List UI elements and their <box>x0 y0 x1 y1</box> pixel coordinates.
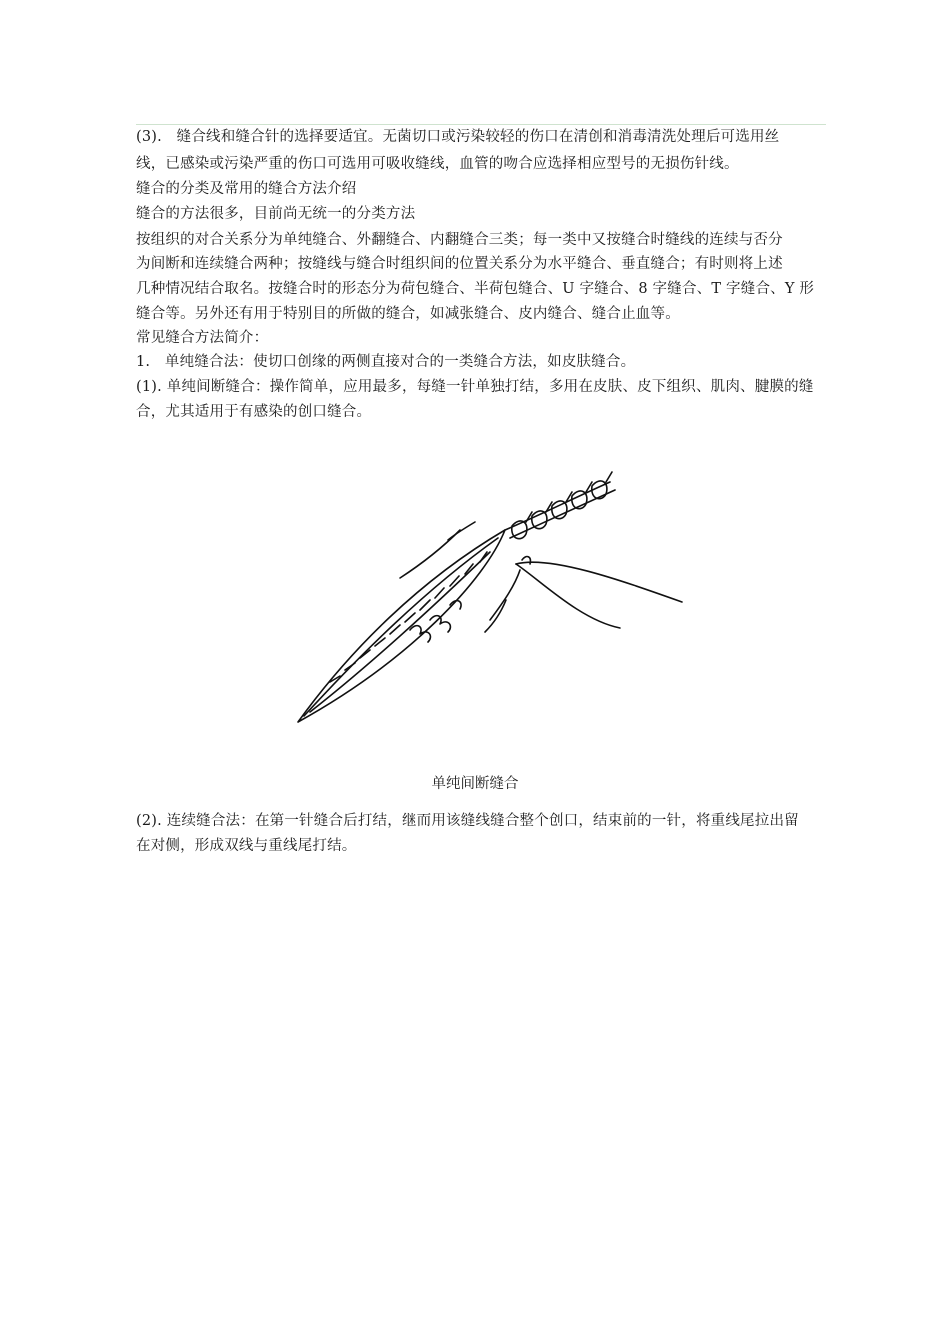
section-heading: 缝合的分类及常用的缝合方法介绍 <box>136 181 357 197</box>
paragraph-line: 缝合的方法很多，目前尚无统一的分类方法 <box>136 206 416 222</box>
figure-caption: 单纯间断缝合 <box>431 776 519 792</box>
paragraph-line: (3). 缝合线和缝合针的选择要适宜。无菌切口或污染较轻的伤口在清创和消毒清洗处理后可选用丝 <box>136 129 780 145</box>
interrupted-suture-illustration <box>290 460 690 740</box>
paragraph-line: 几种情况结合取名。按缝合时的形态分为荷包缝合、半荷包缝合、U 字缝合、8 字缝合、T 字缝合、Y 形 <box>136 281 815 297</box>
paragraph-line: 线，已感染或污染严重的伤口可选用可吸收缝线，血管的吻合应选择相应型号的无损伤针线。 <box>136 156 739 172</box>
paragraph-line: 在对侧，形成双线与重线尾打结。 <box>136 838 357 854</box>
paragraph-line: 缝合等。另外还有用于特别目的所做的缝合，如减张缝合、皮内缝合、缝合止血等。 <box>136 306 680 322</box>
paragraph-line: 1. 单纯缝合法：使切口创缘的两侧直接对合的一类缝合方法，如皮肤缝合。 <box>136 354 636 370</box>
header-divider <box>136 124 826 125</box>
paragraph-line: 合，尤其适用于有感染的创口缝合。 <box>136 404 372 420</box>
paragraph-line: (2). 连续缝合法：在第一针缝合后打结，继而用该缝线缝合整个创口，结束前的一针，将重线尾拉出留 <box>136 813 799 829</box>
paragraph-line: (1). 单纯间断缝合：操作简单，应用最多，每缝一针单独打结，多用在皮肤、皮下组织、肌肉、腱膜的缝 <box>136 379 814 395</box>
paragraph-line: 按组织的对合关系分为单纯缝合、外翻缝合、内翻缝合三类；每一类中又按缝合时缝线的连续与否分 <box>136 232 783 248</box>
section-heading: 常见缝合方法简介： <box>136 330 269 346</box>
paragraph-line: 为间断和连续缝合两种；按缝线与缝合时组织间的位置关系分为水平缝合、垂直缝合；有时则将上述 <box>136 256 783 272</box>
